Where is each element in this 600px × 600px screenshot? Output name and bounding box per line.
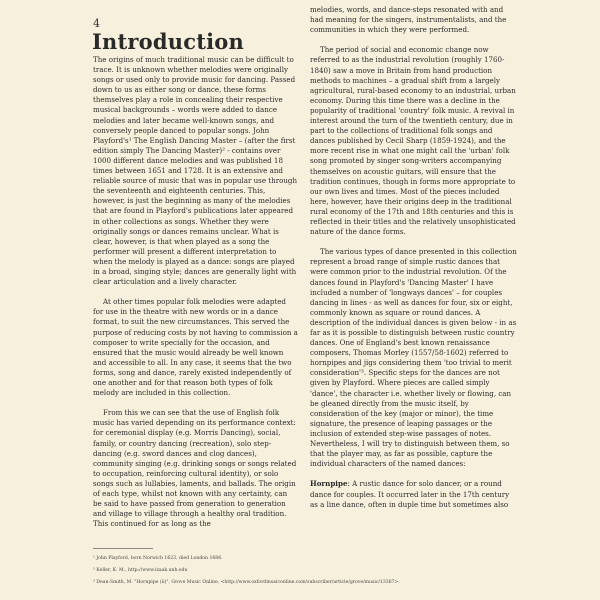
- paragraph: From this we can see that the use of English folk music has varied depending on its performance context: for ceremonial display (e.g. Morris Dancing), social, family, or country dancing (recreation), solo step-dancing (e.g. sword dances and clog dances), community singing (e.g. drinking songs or songs related to occupation, reinforcing cultural identity), or solo songs such as lullabies, laments, and ballads. The origin of each type, whilst not known with any certainty, can be said to have passed from generation to generation and village to village through a healthy oral tradition. This continued for as long as the: [93, 408, 297, 529]
- footnote-2: ² Keller, K. M., http://www.izaak.unh.edu: [93, 568, 188, 573]
- paragraph: melodies, words, and dance-steps resonated with and had meaning for the singers, instrumentalists, and the communities in which they were performed.: [310, 5, 507, 35]
- term-hornpipe: Hornpipe: [310, 479, 348, 489]
- footnote-divider: [93, 548, 153, 549]
- definition-hornpipe: [310, 479, 517, 509]
- right-column: [310, 5, 517, 520]
- paragraph: The various types of dance presented in this collection represent a broad range of simple rustic dances that were common prior to the industrial revolution. Of the dances found in Playford's 'Dancing Master' I have included a number of 'longways dances' – for couples dancing in lines - as well as dances for four, six or eight, commonly known as square or round dances. A description of the individual dances is given below - in as far as it is possible to distinguish between rustic country dances. One of England's best known renaissance composers, Thomas Morley (1557/58-1602) referred to hornpipes and jigs considering them 'too trivial to merit consideration'³. Specific steps for the dances are not given by Playford. Where pieces are called simply 'dance', the character i.e. whether lively or flowing, can be gleaned directly from the music itself, by consideration of the key (major or minor), the time signature, the presence of leaping passages or the inclusion of extended step-wise passages of notes. Nevertheless, I will try to distinguish between them, so that the player may, as far as possible, capture the individual characters of the named dances:: [310, 247, 517, 469]
- page-number: 4: [93, 17, 100, 30]
- footnote-3: ³ Dean-Smith, M. "Hornpipe (ii)", Grove Music Online, <http://www.oxfordmusiconline.com/subscriber/article/grove/music/13367>.: [93, 580, 400, 585]
- paragraph: The period of social and economic change now referred to as the industrial revolution (roughly 1760-1840) saw a move in Britain from hand production methods to machines – a gradual shift from a largely agricultural, rural-based economy to an industrial, urban economy. During this time there was a decline in the popularity of traditional 'country' folk music. A revival in interest around the turn of the twentieth century, due in part to the collections of traditional folk songs and dances published by Cecil Sharp (1859-1924), and the more recent rise in what one might call the 'urban' folk song promoted by singer song-writers accompanying themselves on acoustic guitars, will ensure that the tradition continues, though in forms more appropriate to our own lives and times. Most of the pieces included here, however, have their origins deep in the traditional rural economy of the 17th and 18th centuries and this is reflected in their titles and the relatively unsophisticated nature of the dance forms.: [310, 45, 516, 237]
- definition-text: : A rustic dance for solo dancer, or a round dance for couples. It occurred later in the 17th century as a line dance, often in duple time but sometimes also: [310, 479, 510, 509]
- page-title: Introduction: [92, 29, 244, 54]
- paragraph: At other times popular folk melodies were adapted for use in the theatre with new words or in a dance format, to suit the new circumstances. This served the purpose of reducing costs by not having to commission a composer to write specially for the occasion, and ensured that the music would already be well known and accessible to all. In any case, it seems that the two forms, song and dance, rarely existed independently of one another and for that reason both types of folk melody are included in this collection.: [93, 297, 298, 398]
- footnotes: [93, 553, 513, 589]
- paragraph: The origins of much traditional music can be difficult to trace. It is unknown whether melodies were originally songs or used only to provide music for dancing. Passed down to us as either song or dance, these forms themselves play a role in concealing their respective musical backgrounds – words were added to dance melodies and later became well-known songs, and conversely people danced to popular songs. John Playford's¹ The English Dancing Master – (after the first edition simply The Dancing Master)² - contains over 1000 different dance melodies and was published 18 times between 1651 and 1728. It is an extensive and reliable source of music that was in popular use through the seventeenth and eighteenth centuries. This, however, is just the beginning as many of the melodies that are found in Playford's publications later appeared in other collections as songs. Whether they were originally songs or dances remains unclear. What is clear, however, is that when played as a song the performer will present a different interpretation to when the melody is played as a dance: songs are played in a broad, singing style; dances are generally light with clear articulation and a lively character.: [93, 55, 298, 287]
- footnote-1: ¹ John Playford, born Norwich 1623, died London 1686.: [93, 556, 223, 561]
- left-column: [93, 55, 298, 540]
